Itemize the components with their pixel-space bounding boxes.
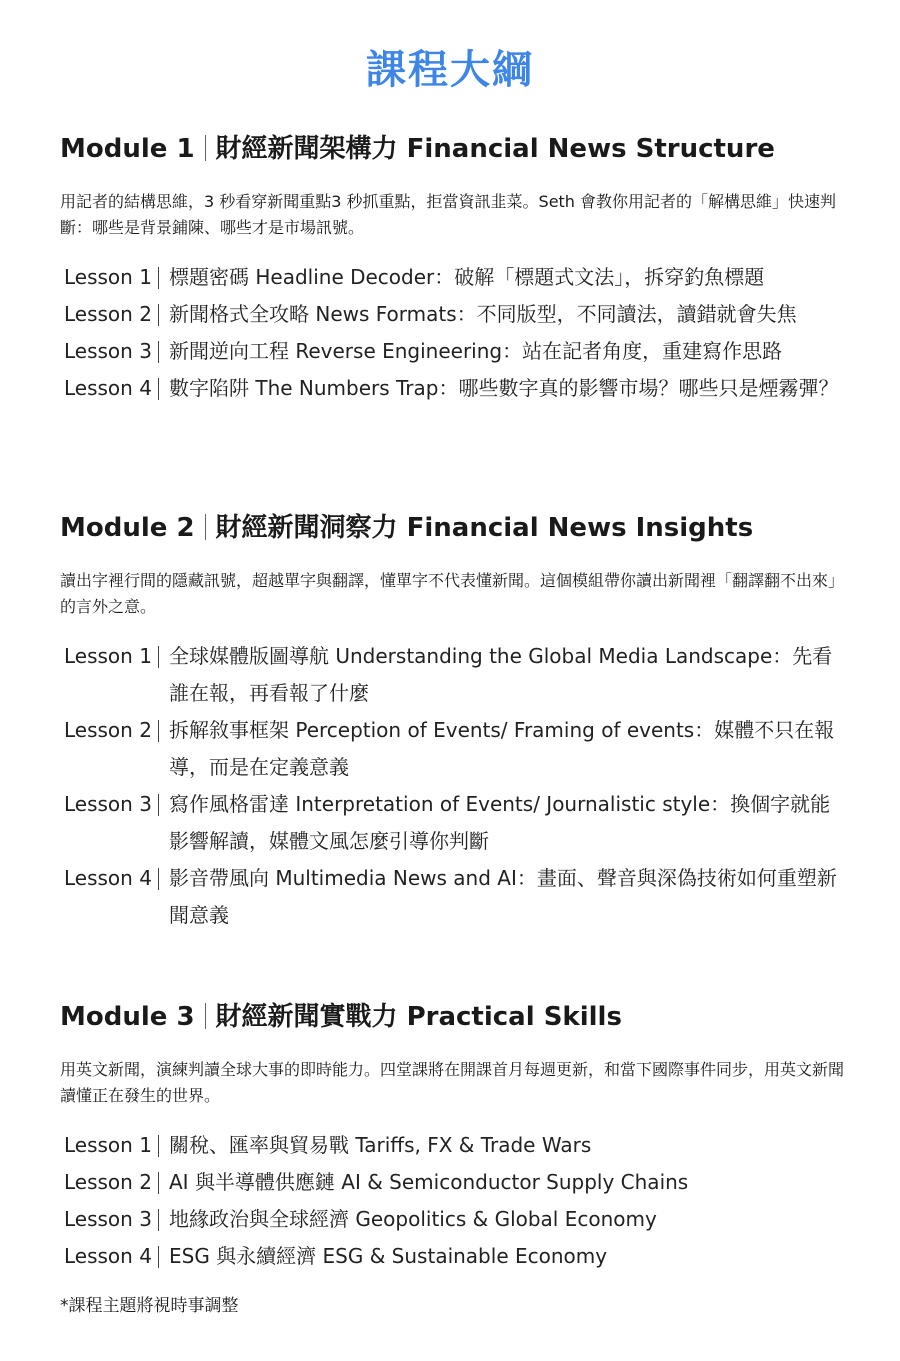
module-number: Module 1	[60, 134, 195, 164]
lesson-title: 新聞逆向工程 Reverse Engineering：站在記者角度，重建寫作思路	[169, 339, 783, 363]
module-number: Module 3	[60, 1002, 195, 1032]
lesson-item	[60, 638, 850, 712]
lesson-list	[60, 638, 850, 934]
lesson-title: 全球媒體版圖導航 Understanding the Global Media Landscape：先看誰在報，再看報了什麼	[169, 644, 833, 705]
lesson-list	[60, 259, 850, 407]
lesson-item	[60, 712, 850, 786]
lesson-number: Lesson 4	[64, 866, 152, 890]
module-heading	[60, 510, 850, 546]
lesson-item	[60, 370, 850, 407]
lesson-number: Lesson 2	[64, 1170, 152, 1194]
module-description: 用記者的結構思維，3 秒看穿新聞重點3 秒抓重點，拒當資訊韭菜。Seth 會教你用記者的「解構思維」快速判斷：哪些是背景鋪陳、哪些才是市場訊號。	[60, 192, 837, 237]
lesson-number: Lesson 1	[64, 265, 152, 289]
lesson-divider	[158, 720, 159, 742]
lesson-title: 新聞格式全攻略 News Formats：不同版型，不同讀法，讀錯就會失焦	[169, 302, 797, 326]
lesson-item	[60, 296, 850, 333]
lesson-number: Lesson 1	[64, 1133, 152, 1157]
lesson-number: Lesson 3	[64, 339, 152, 363]
lesson-number: Lesson 4	[64, 1244, 152, 1268]
lesson-title: 寫作風格雷達 Interpretation of Events/ Journalistic style：換個字就能影響解讀，媒體文風怎麼引導你判斷	[169, 792, 831, 853]
module-heading	[60, 131, 850, 167]
module-2	[60, 510, 850, 934]
lesson-number: Lesson 1	[64, 644, 152, 668]
lesson-item	[60, 860, 850, 934]
footnote: *課程主題將視時事調整	[60, 1296, 239, 1316]
lesson-divider	[158, 794, 159, 816]
lesson-number: Lesson 4	[64, 376, 152, 400]
heading-divider	[205, 1003, 206, 1029]
lesson-title: 標題密碼 Headline Decoder：破解「標題式文法」，拆穿釣魚標題	[169, 265, 765, 289]
module-3	[60, 999, 850, 1275]
lesson-divider	[158, 341, 159, 363]
lesson-title: AI 與半導體供應鏈 AI & Semiconductor Supply Chains	[169, 1170, 689, 1194]
lesson-divider	[158, 1172, 159, 1194]
lesson-title: ESG 與永續經濟 ESG & Sustainable Economy	[169, 1244, 608, 1268]
lesson-number: Lesson 2	[64, 718, 152, 742]
lesson-item	[60, 786, 850, 860]
lesson-item	[60, 1127, 850, 1164]
module-heading	[60, 999, 850, 1035]
lesson-item	[60, 1201, 850, 1238]
lesson-title: 地緣政治與全球經濟 Geopolitics & Global Economy	[169, 1207, 657, 1231]
lesson-divider	[158, 378, 159, 400]
lesson-divider	[158, 868, 159, 890]
lesson-number: Lesson 2	[64, 302, 152, 326]
module-description: 用英文新聞，演練判讀全球大事的即時能力。四堂課將在開課首月每週更新，和當下國際事件同步，用英文新聞讀懂正在發生的世界。	[60, 1060, 845, 1105]
module-description: 讀出字裡行間的隱藏訊號，超越單字與翻譯，懂單字不代表懂新聞。這個模組帶你讀出新聞裡「翻譯翻不出來」的言外之意。	[60, 571, 845, 616]
lesson-title: 關稅、匯率與貿易戰 Tariffs, FX & Trade Wars	[169, 1133, 592, 1157]
module-number: Module 2	[60, 513, 195, 543]
lesson-divider	[158, 646, 159, 668]
lesson-divider	[158, 304, 159, 326]
lesson-divider	[158, 1246, 159, 1268]
lesson-list	[60, 1127, 850, 1275]
heading-divider	[205, 514, 206, 540]
lesson-title: 影音帶風向 Multimedia News and AI：畫面、聲音與深偽技術如何重塑新聞意義	[169, 866, 837, 927]
lesson-item	[60, 1238, 850, 1275]
heading-divider	[205, 135, 206, 161]
lesson-item	[60, 333, 850, 370]
lesson-number: Lesson 3	[64, 1207, 152, 1231]
module-1	[60, 131, 850, 407]
lesson-divider	[158, 1135, 159, 1157]
lesson-item	[60, 1164, 850, 1201]
lesson-title: 數字陷阱 The Numbers Trap：哪些數字真的影響市場？哪些只是煙霧彈？	[169, 376, 839, 400]
lesson-title: 拆解敘事框架 Perception of Events/ Framing of events：媒體不只在報導，而是在定義意義	[169, 718, 835, 779]
lesson-number: Lesson 3	[64, 792, 152, 816]
module-name: 財經新聞洞察力 Financial News Insights	[215, 513, 754, 543]
module-name: 財經新聞架構力 Financial News Structure	[215, 134, 775, 164]
module-name: 財經新聞實戰力 Practical Skills	[215, 1002, 622, 1032]
lesson-divider	[158, 267, 159, 289]
page-title: 課程大綱	[366, 47, 534, 93]
lesson-item	[60, 259, 850, 296]
lesson-divider	[158, 1209, 159, 1231]
